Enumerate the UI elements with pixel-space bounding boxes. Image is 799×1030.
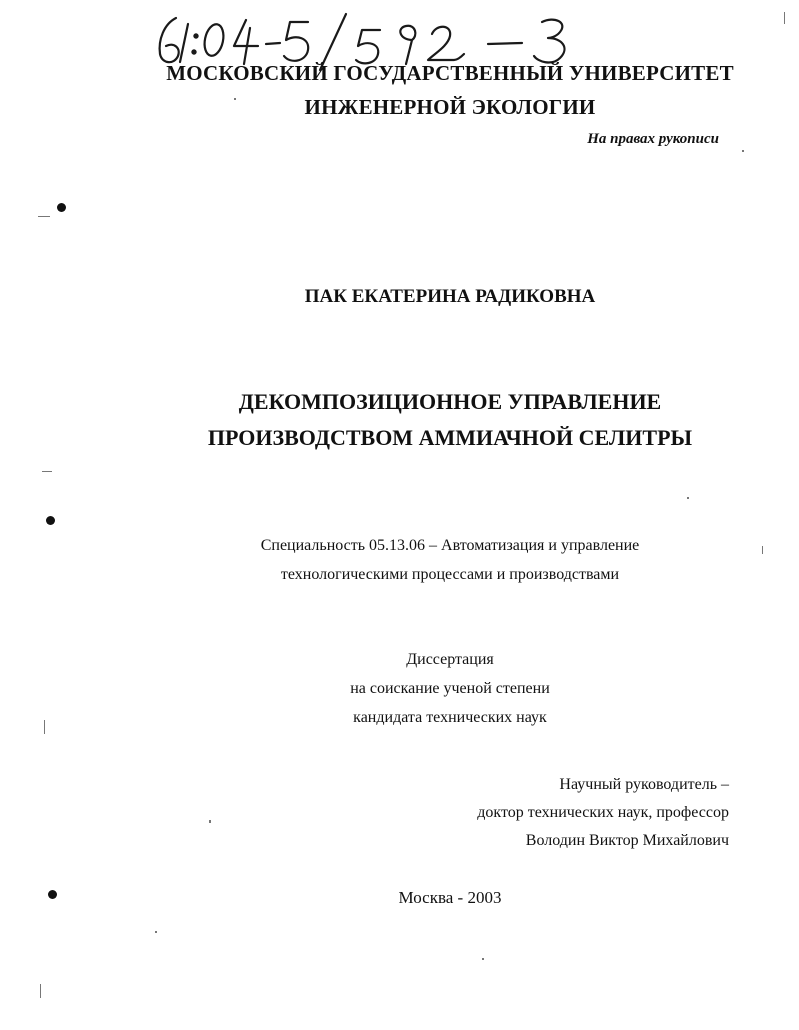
archive-code-text <box>150 10 151 11</box>
scan-speck <box>42 471 52 472</box>
scan-speck <box>155 931 157 933</box>
scan-speck <box>209 820 211 823</box>
scan-speck <box>762 546 763 554</box>
dissertation-title-line-1: ДЕКОМПОЗИЦИОННОЕ УПРАВЛЕНИЕ <box>238 389 662 414</box>
scan-speck <box>40 984 41 998</box>
scan-speck <box>234 98 236 100</box>
binder-hole-mark <box>48 890 57 899</box>
specialty-line-1: Специальность 05.13.06 – Автоматизация и управление <box>260 537 640 554</box>
scan-speck <box>482 958 484 960</box>
binder-hole-mark <box>46 516 55 525</box>
university-name-line-2: ИНЖЕНЕРНОЙ ЭКОЛОГИИ <box>304 95 596 119</box>
advisor-name: Володин Виктор Михайлович <box>525 832 729 849</box>
dissertation-label: Диссертация <box>406 651 494 668</box>
binder-hole-mark <box>57 203 66 212</box>
degree-line-2: кандидата технических наук <box>353 709 547 726</box>
scan-speck <box>784 12 785 24</box>
specialty-line-2: технологическими процессами и производствами <box>280 566 620 583</box>
rights-note: На правах рукописи <box>587 131 719 147</box>
author-name: ПАК ЕКАТЕРИНА РАДИКОВНА <box>304 286 596 307</box>
advisor-label: Научный руководитель – <box>559 776 729 793</box>
dissertation-title-line-2: ПРОИЗВОДСТВОМ АММИАЧНОЙ СЕЛИТРЫ <box>207 425 693 450</box>
scan-speck <box>44 720 45 734</box>
city-year: Москва - 2003 <box>398 888 502 907</box>
scan-speck <box>38 216 50 217</box>
scan-speck <box>742 150 744 152</box>
advisor-degree: доктор технических наук, профессор <box>477 804 729 821</box>
degree-line-1: на соискание ученой степени <box>350 680 550 697</box>
scan-speck <box>687 497 689 499</box>
university-name-line-1: МОСКОВСКИЙ ГОСУДАРСТВЕННЫЙ УНИВЕРСИТЕТ <box>166 61 734 85</box>
